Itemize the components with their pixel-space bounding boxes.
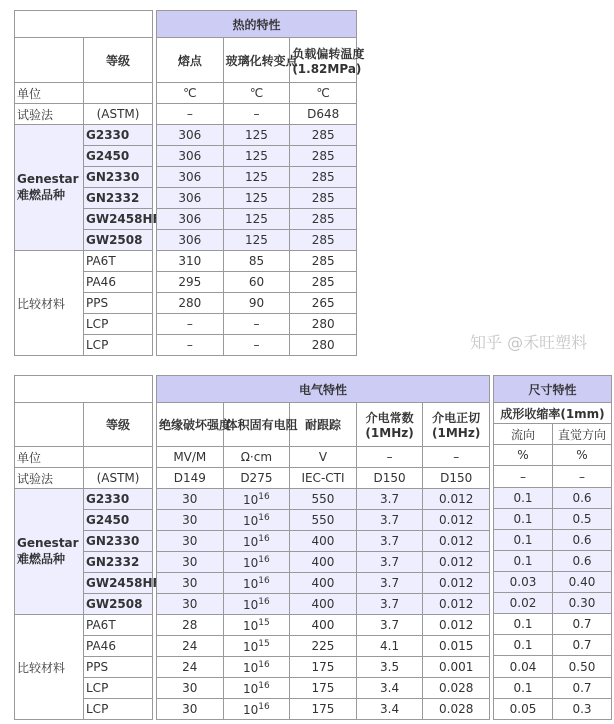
value-cell: $10^{16}$ — [223, 678, 290, 699]
value-cell: 0.001 — [423, 657, 490, 678]
value-cell: $10^{16}$ — [223, 552, 290, 573]
genestar-row — [157, 209, 357, 230]
value-cell: 306 — [157, 167, 224, 188]
compare-row — [157, 678, 490, 699]
electric-table-block — [14, 375, 612, 720]
genestar-row — [494, 572, 612, 593]
test-cell: – — [157, 104, 224, 125]
value-cell: 3.7 — [356, 489, 423, 510]
value-cell: 0.5 — [553, 508, 612, 529]
grade-name: GW2508 — [84, 230, 153, 251]
column-header-row — [157, 403, 490, 447]
header-row — [15, 38, 153, 83]
compare-label: 比较材料 — [15, 615, 84, 720]
genestar-row — [494, 508, 612, 529]
genestar-row — [494, 529, 612, 550]
electric-data-table — [156, 375, 490, 720]
value-cell: 285 — [290, 167, 357, 188]
volume-resistivity-header: 体积固有电阻 — [223, 403, 290, 447]
test-cell: D648 — [290, 104, 357, 125]
value-cell: 306 — [157, 209, 224, 230]
value-cell: 175 — [290, 657, 357, 678]
value-cell: 4.1 — [356, 636, 423, 657]
value-cell: 0.05 — [494, 698, 553, 719]
grade-header: 等级 — [84, 38, 153, 83]
compare-row — [157, 615, 490, 636]
value-cell: 90 — [223, 293, 290, 314]
genestar-row — [157, 230, 357, 251]
melting-point-header: 熔点 — [157, 38, 224, 83]
blank-cell — [84, 447, 153, 468]
grade-name: G2330 — [84, 125, 153, 146]
grade-name: GW2508 — [84, 594, 153, 615]
value-cell: $10^{16}$ — [223, 657, 290, 678]
test-row — [157, 104, 357, 125]
value-cell: 30 — [157, 594, 224, 615]
value-cell: 175 — [290, 699, 357, 720]
grade-name: PPS — [84, 293, 153, 314]
value-cell: 24 — [157, 636, 224, 657]
genestar-row — [157, 531, 490, 552]
value-cell: 285 — [290, 188, 357, 209]
compare-row — [157, 636, 490, 657]
test-label: 试验法 — [15, 468, 84, 489]
genestar-row — [157, 552, 490, 573]
test-cell: – — [553, 466, 612, 487]
dimension-group-header: 尺寸特性 — [494, 376, 612, 403]
value-cell: 306 — [157, 125, 224, 146]
value-cell: 3.4 — [356, 699, 423, 720]
value-cell: 0.028 — [423, 678, 490, 699]
unit-cell: – — [423, 447, 490, 468]
genestar-label: Genestar 难燃品种 — [15, 489, 84, 615]
value-cell: 125 — [223, 188, 290, 209]
thermal-data-table — [156, 10, 365, 356]
value-cell: 0.6 — [553, 487, 612, 508]
grade-name: PA46 — [84, 636, 153, 657]
compare-row — [15, 251, 153, 272]
value-cell: 550 — [290, 489, 357, 510]
grade-name: GW2458HF — [84, 209, 153, 230]
unit-cell: ℃ — [223, 83, 290, 104]
value-cell: $10^{15}$ — [223, 636, 290, 657]
test-row — [15, 468, 153, 489]
value-cell: 0.012 — [423, 489, 490, 510]
blank-header — [15, 376, 153, 403]
column-header-row — [157, 38, 357, 83]
genestar-row — [157, 167, 357, 188]
value-cell: 285 — [290, 209, 357, 230]
value-cell: 0.03 — [494, 572, 553, 593]
grade-name: LCP — [84, 314, 153, 335]
value-cell: 0.012 — [423, 531, 490, 552]
unit-row — [157, 83, 357, 104]
value-cell: $10^{16}$ — [223, 489, 290, 510]
compare-row — [157, 251, 357, 272]
header-row — [15, 11, 153, 38]
value-cell: 125 — [223, 209, 290, 230]
value-cell: 306 — [157, 188, 224, 209]
shrink-header-row — [494, 403, 612, 424]
unit-cell: % — [494, 445, 553, 466]
header-row — [157, 376, 490, 403]
value-cell: 0.6 — [553, 529, 612, 550]
grade-name: GN2330 — [84, 531, 153, 552]
genestar-row — [15, 489, 153, 510]
header-row — [15, 403, 153, 447]
value-cell: 0.012 — [423, 615, 490, 636]
value-cell: 3.7 — [356, 510, 423, 531]
unit-row — [15, 447, 153, 468]
value-cell: 125 — [223, 167, 290, 188]
unit-row — [494, 445, 612, 466]
header-row — [15, 376, 153, 403]
unit-row — [157, 447, 490, 468]
compare-row — [494, 656, 612, 677]
value-cell: 0.1 — [494, 550, 553, 571]
value-cell: 310 — [157, 251, 224, 272]
unit-cell: ℃ — [157, 83, 224, 104]
compare-row — [494, 614, 612, 635]
dimension-data-table — [493, 375, 612, 720]
unit-cell: ℃ — [290, 83, 357, 104]
genestar-row — [157, 146, 357, 167]
value-cell: 60 — [223, 272, 290, 293]
thermal-label-table — [14, 10, 161, 356]
value-cell: – — [157, 335, 224, 356]
grade-name: LCP — [84, 335, 153, 356]
value-cell: 30 — [157, 531, 224, 552]
test-row — [157, 468, 490, 489]
value-cell: 0.012 — [423, 594, 490, 615]
value-cell: 0.1 — [494, 677, 553, 698]
value-cell: 30 — [157, 678, 224, 699]
value-cell: $10^{16}$ — [223, 699, 290, 720]
tracking-resistance-header: 耐跟踪 — [290, 403, 357, 447]
value-cell: $10^{16}$ — [223, 510, 290, 531]
value-cell: 85 — [223, 251, 290, 272]
compare-row — [157, 272, 357, 293]
electric-label-table — [14, 375, 161, 720]
value-cell: 0.7 — [553, 614, 612, 635]
grade-name: GN2332 — [84, 188, 153, 209]
value-cell: 125 — [223, 146, 290, 167]
test-row — [15, 104, 153, 125]
value-cell: 0.1 — [494, 529, 553, 550]
value-cell: 3.7 — [356, 531, 423, 552]
test-cell: D275 — [223, 468, 290, 489]
compare-row — [157, 335, 357, 356]
dielectric-strength-header: 绝缘破坏强度 — [157, 403, 224, 447]
value-cell: 3.5 — [356, 657, 423, 678]
value-cell: 0.1 — [494, 635, 553, 656]
value-cell: $10^{16}$ — [223, 531, 290, 552]
test-standard: (ASTM) — [84, 468, 153, 489]
test-cell: D150 — [423, 468, 490, 489]
value-cell: 30 — [157, 699, 224, 720]
value-cell: 0.015 — [423, 636, 490, 657]
test-cell: IEC-CTI — [290, 468, 357, 489]
genestar-row — [157, 125, 357, 146]
watermark: 知乎 @禾旺塑料 — [470, 333, 588, 352]
test-cell: D150 — [356, 468, 423, 489]
value-cell: 0.028 — [423, 699, 490, 720]
compare-row — [157, 657, 490, 678]
value-cell: 285 — [290, 125, 357, 146]
blank-cell — [15, 403, 84, 447]
genestar-row — [157, 510, 490, 531]
compare-row — [494, 698, 612, 719]
value-cell: 280 — [290, 335, 357, 356]
value-cell: 0.1 — [494, 508, 553, 529]
value-cell: 306 — [157, 146, 224, 167]
value-cell: 0.7 — [553, 635, 612, 656]
unit-cell: V — [290, 447, 357, 468]
genestar-row — [157, 573, 490, 594]
glass-transition-header: 玻璃化转变点 — [223, 38, 290, 83]
unit-cell: MV/M — [157, 447, 224, 468]
value-cell: – — [223, 335, 290, 356]
header-row — [157, 11, 357, 38]
compare-row — [157, 293, 357, 314]
grade-name: PA46 — [84, 272, 153, 293]
shrink-subheader-row — [494, 424, 612, 445]
test-standard: (ASTM) — [84, 104, 153, 125]
blank-header — [15, 11, 153, 38]
value-cell: 3.7 — [356, 573, 423, 594]
value-cell: 400 — [290, 615, 357, 636]
value-cell: 0.6 — [553, 550, 612, 571]
unit-cell: Ω·cm — [223, 447, 290, 468]
value-cell: 265 — [290, 293, 357, 314]
unit-row — [15, 83, 153, 104]
grade-name: PA6T — [84, 251, 153, 272]
genestar-row — [494, 550, 612, 571]
value-cell: 28 — [157, 615, 224, 636]
value-cell: 0.02 — [494, 593, 553, 614]
grade-name: G2330 — [84, 489, 153, 510]
value-cell: 30 — [157, 510, 224, 531]
test-cell: – — [494, 466, 553, 487]
grade-name: G2450 — [84, 146, 153, 167]
value-cell: – — [157, 314, 224, 335]
value-cell: 30 — [157, 573, 224, 594]
value-cell: 0.40 — [553, 572, 612, 593]
value-cell: 400 — [290, 594, 357, 615]
value-cell: 3.4 — [356, 678, 423, 699]
grade-name: GN2332 — [84, 552, 153, 573]
value-cell: 0.1 — [494, 614, 553, 635]
flow-direction-header: 流向 — [494, 424, 553, 445]
genestar-label: Genestar 难燃品种 — [15, 125, 84, 251]
compare-row — [494, 677, 612, 698]
value-cell: 0.7 — [553, 677, 612, 698]
value-cell: 400 — [290, 573, 357, 594]
value-cell: 125 — [223, 230, 290, 251]
header-row — [494, 376, 612, 403]
compare-row — [15, 615, 153, 636]
grade-name: GN2330 — [84, 167, 153, 188]
value-cell: 400 — [290, 552, 357, 573]
value-cell: $10^{16}$ — [223, 594, 290, 615]
genestar-row — [157, 489, 490, 510]
grade-name: LCP — [84, 678, 153, 699]
value-cell: 400 — [290, 531, 357, 552]
value-cell: 175 — [290, 678, 357, 699]
value-cell: 306 — [157, 230, 224, 251]
electric-group-header: 电气特性 — [157, 376, 490, 403]
test-cell: – — [223, 104, 290, 125]
compare-row — [494, 635, 612, 656]
value-cell: 285 — [290, 146, 357, 167]
value-cell: 0.012 — [423, 510, 490, 531]
shrinkage-header: 成形收缩率(1mm) — [494, 403, 612, 424]
compare-row — [157, 699, 490, 720]
dissipation-factor-header: 介电正切 (1MHz) — [423, 403, 490, 447]
grade-name: PA6T — [84, 615, 153, 636]
thermal-group-header: 热的特性 — [157, 11, 357, 38]
value-cell: 0.012 — [423, 573, 490, 594]
value-cell: 280 — [157, 293, 224, 314]
unit-cell: – — [356, 447, 423, 468]
unit-cell: % — [553, 445, 612, 466]
grade-name: GW2458HF — [84, 573, 153, 594]
dielectric-constant-header: 介电常数 (1MHz) — [356, 403, 423, 447]
deflection-temp-header: 负载偏转温度 (1.82MPa) — [290, 38, 357, 83]
genestar-row — [157, 188, 357, 209]
value-cell: 0.30 — [553, 593, 612, 614]
value-cell: 295 — [157, 272, 224, 293]
genestar-row — [15, 125, 153, 146]
grade-header: 等级 — [84, 403, 153, 447]
value-cell: 0.3 — [553, 698, 612, 719]
value-cell: 0.50 — [553, 656, 612, 677]
value-cell: 3.7 — [356, 594, 423, 615]
unit-label: 单位 — [15, 83, 84, 104]
value-cell: 285 — [290, 251, 357, 272]
value-cell: 0.1 — [494, 487, 553, 508]
genestar-row — [157, 594, 490, 615]
value-cell: $10^{16}$ — [223, 573, 290, 594]
value-cell: 30 — [157, 489, 224, 510]
value-cell: 24 — [157, 657, 224, 678]
value-cell: 125 — [223, 125, 290, 146]
test-label: 试验法 — [15, 104, 84, 125]
value-cell: 280 — [290, 314, 357, 335]
value-cell: 285 — [290, 230, 357, 251]
value-cell: 3.7 — [356, 552, 423, 573]
grade-name: G2450 — [84, 510, 153, 531]
value-cell: $10^{15}$ — [223, 615, 290, 636]
thermal-table-block — [14, 10, 365, 356]
value-cell: 550 — [290, 510, 357, 531]
value-cell: 0.012 — [423, 552, 490, 573]
grade-name: PPS — [84, 657, 153, 678]
value-cell: – — [223, 314, 290, 335]
blank-cell — [84, 83, 153, 104]
grade-name: LCP — [84, 699, 153, 720]
transverse-direction-header: 直觉方向 — [553, 424, 612, 445]
genestar-row — [494, 593, 612, 614]
value-cell: 30 — [157, 552, 224, 573]
value-cell: 0.04 — [494, 656, 553, 677]
blank-cell — [15, 38, 84, 83]
value-cell: 285 — [290, 272, 357, 293]
test-cell: D149 — [157, 468, 224, 489]
genestar-row — [494, 487, 612, 508]
compare-label: 比较材料 — [15, 251, 84, 356]
value-cell: 3.7 — [356, 615, 423, 636]
compare-row — [157, 314, 357, 335]
unit-label: 单位 — [15, 447, 84, 468]
value-cell: 225 — [290, 636, 357, 657]
test-row — [494, 466, 612, 487]
